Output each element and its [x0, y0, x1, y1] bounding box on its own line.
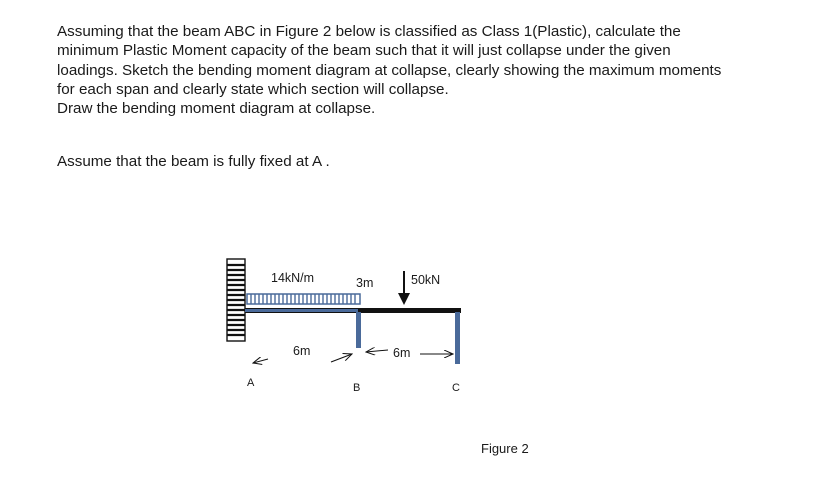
span-bc-label: 6m [393, 346, 411, 360]
question-line: for each span and clearly state which section will collapse. [57, 80, 449, 98]
figure-caption: Figure 2 [481, 441, 529, 456]
question-line: loadings. Sketch the bending moment diagram at collapse, clearly showing the maximum moments [57, 61, 722, 79]
node-b-label: B [353, 382, 361, 394]
node-a-label: A [247, 377, 255, 389]
question-line: Draw the bending moment diagram at collapse. [57, 100, 376, 118]
span-ab-label: 6m [293, 344, 311, 358]
node-c-label: C [452, 382, 460, 394]
udl-load [247, 294, 360, 304]
question-line: minimum Plastic Moment capacity of the beam such that it will just collapse under the given [57, 42, 671, 60]
assumption-text: Assume that the beam is fully fixed at A . [57, 153, 330, 170]
dimension-arrow-ab-left [253, 359, 268, 363]
support-c [455, 312, 460, 364]
point-load-label: 50kN [411, 273, 441, 287]
point-load-offset-label: 3m [356, 276, 374, 290]
udl-label: 14kN/m [271, 271, 315, 285]
question-line: Assuming that the beam ABC in Figure 2 below is classified as Class 1(Plastic), calculate the [57, 23, 681, 40]
dimension-arrow-bc-left [366, 350, 388, 352]
dimension-arrow-ab-right [331, 354, 352, 362]
support-b [356, 312, 361, 348]
point-load-arrow [398, 271, 410, 305]
fixed-support-a [227, 259, 245, 341]
beam-abc [245, 308, 461, 313]
